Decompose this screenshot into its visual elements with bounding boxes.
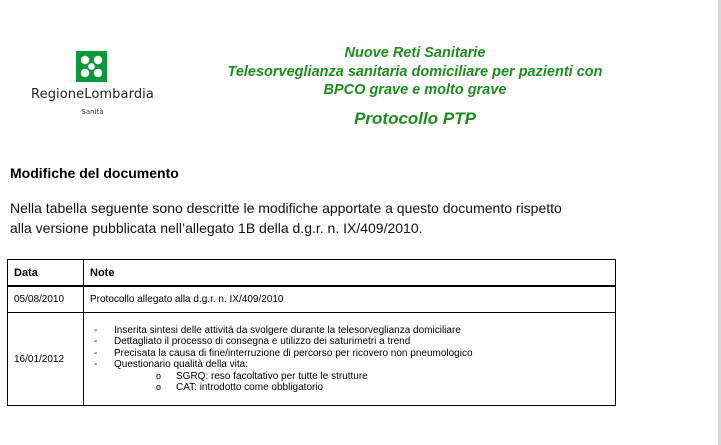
- cell-note: Protocollo allegato alla d.g.r. n. IX/409/2010: [84, 286, 616, 313]
- list-item: [90, 336, 609, 348]
- logo-name: RegioneLombardia: [31, 87, 154, 102]
- table-row: [8, 313, 616, 406]
- note-text: Questionario qualità della vita:: [114, 359, 248, 370]
- intro-line: Nella tabella seguente sono descritte le modifiche apportate a questo documento rispetto: [10, 200, 562, 216]
- list-item: [90, 325, 609, 337]
- dash-bullet-icon: -: [94, 347, 98, 359]
- note-text: Precisata la causa di fine/interruzione di percorso per ricovero non pneumologico: [114, 347, 473, 359]
- table-row: [8, 286, 616, 313]
- dash-bullet-icon: -: [94, 324, 98, 336]
- circle-bullet-icon: o: [156, 370, 162, 381]
- intro-paragraph: [10, 198, 650, 238]
- title-line: BPCO grave e molto grave: [323, 82, 507, 98]
- protocol-title: Protocollo PTP: [354, 108, 476, 128]
- notes-list: [90, 325, 609, 371]
- table-header-row: [8, 260, 616, 287]
- list-item: [90, 371, 609, 383]
- subnote-text: SGRQ: reso facoltativo per tutte le strutture: [176, 370, 368, 382]
- subnotes-list: [90, 371, 609, 394]
- note-text: Dettagliato il processo di consegna e utilizzo dei saturimetri a trend: [114, 336, 411, 347]
- regione-lombardia-logo: [20, 48, 165, 118]
- changes-table: [7, 259, 616, 406]
- column-header-date: Data: [8, 260, 84, 287]
- logo-subtitle: Sanità: [81, 108, 104, 116]
- list-item: [90, 382, 609, 394]
- list-item: [90, 348, 609, 360]
- section-title: Modifiche del documento: [10, 165, 179, 181]
- list-item: [90, 359, 609, 371]
- cell-notes: [84, 313, 616, 406]
- note-text: Inserita sintesi delle attività da svolgere durante la telesorveglianza domiciliare: [114, 324, 461, 336]
- regione-lombardia-emblem-icon: [76, 51, 107, 82]
- circle-bullet-icon: o: [156, 382, 162, 392]
- subnote-text: CAT: introdotto come obbligatorio: [176, 382, 324, 393]
- cell-date: 05/08/2010: [8, 286, 84, 313]
- title-line: Nuove Reti Sanitarie: [344, 45, 486, 61]
- intro-line: alla versione pubblicata nell’allegato 1B della d.g.r. n. IX/409/2010.: [10, 220, 423, 236]
- dash-bullet-icon: -: [94, 336, 98, 347]
- dash-bullet-icon: -: [94, 359, 98, 370]
- column-header-note: Note: [84, 260, 616, 287]
- document-header-title: [190, 44, 640, 128]
- title-line: Telesorveglianza sanitaria domiciliare per pazienti con: [227, 63, 603, 80]
- cell-date: 16/01/2012: [8, 313, 84, 406]
